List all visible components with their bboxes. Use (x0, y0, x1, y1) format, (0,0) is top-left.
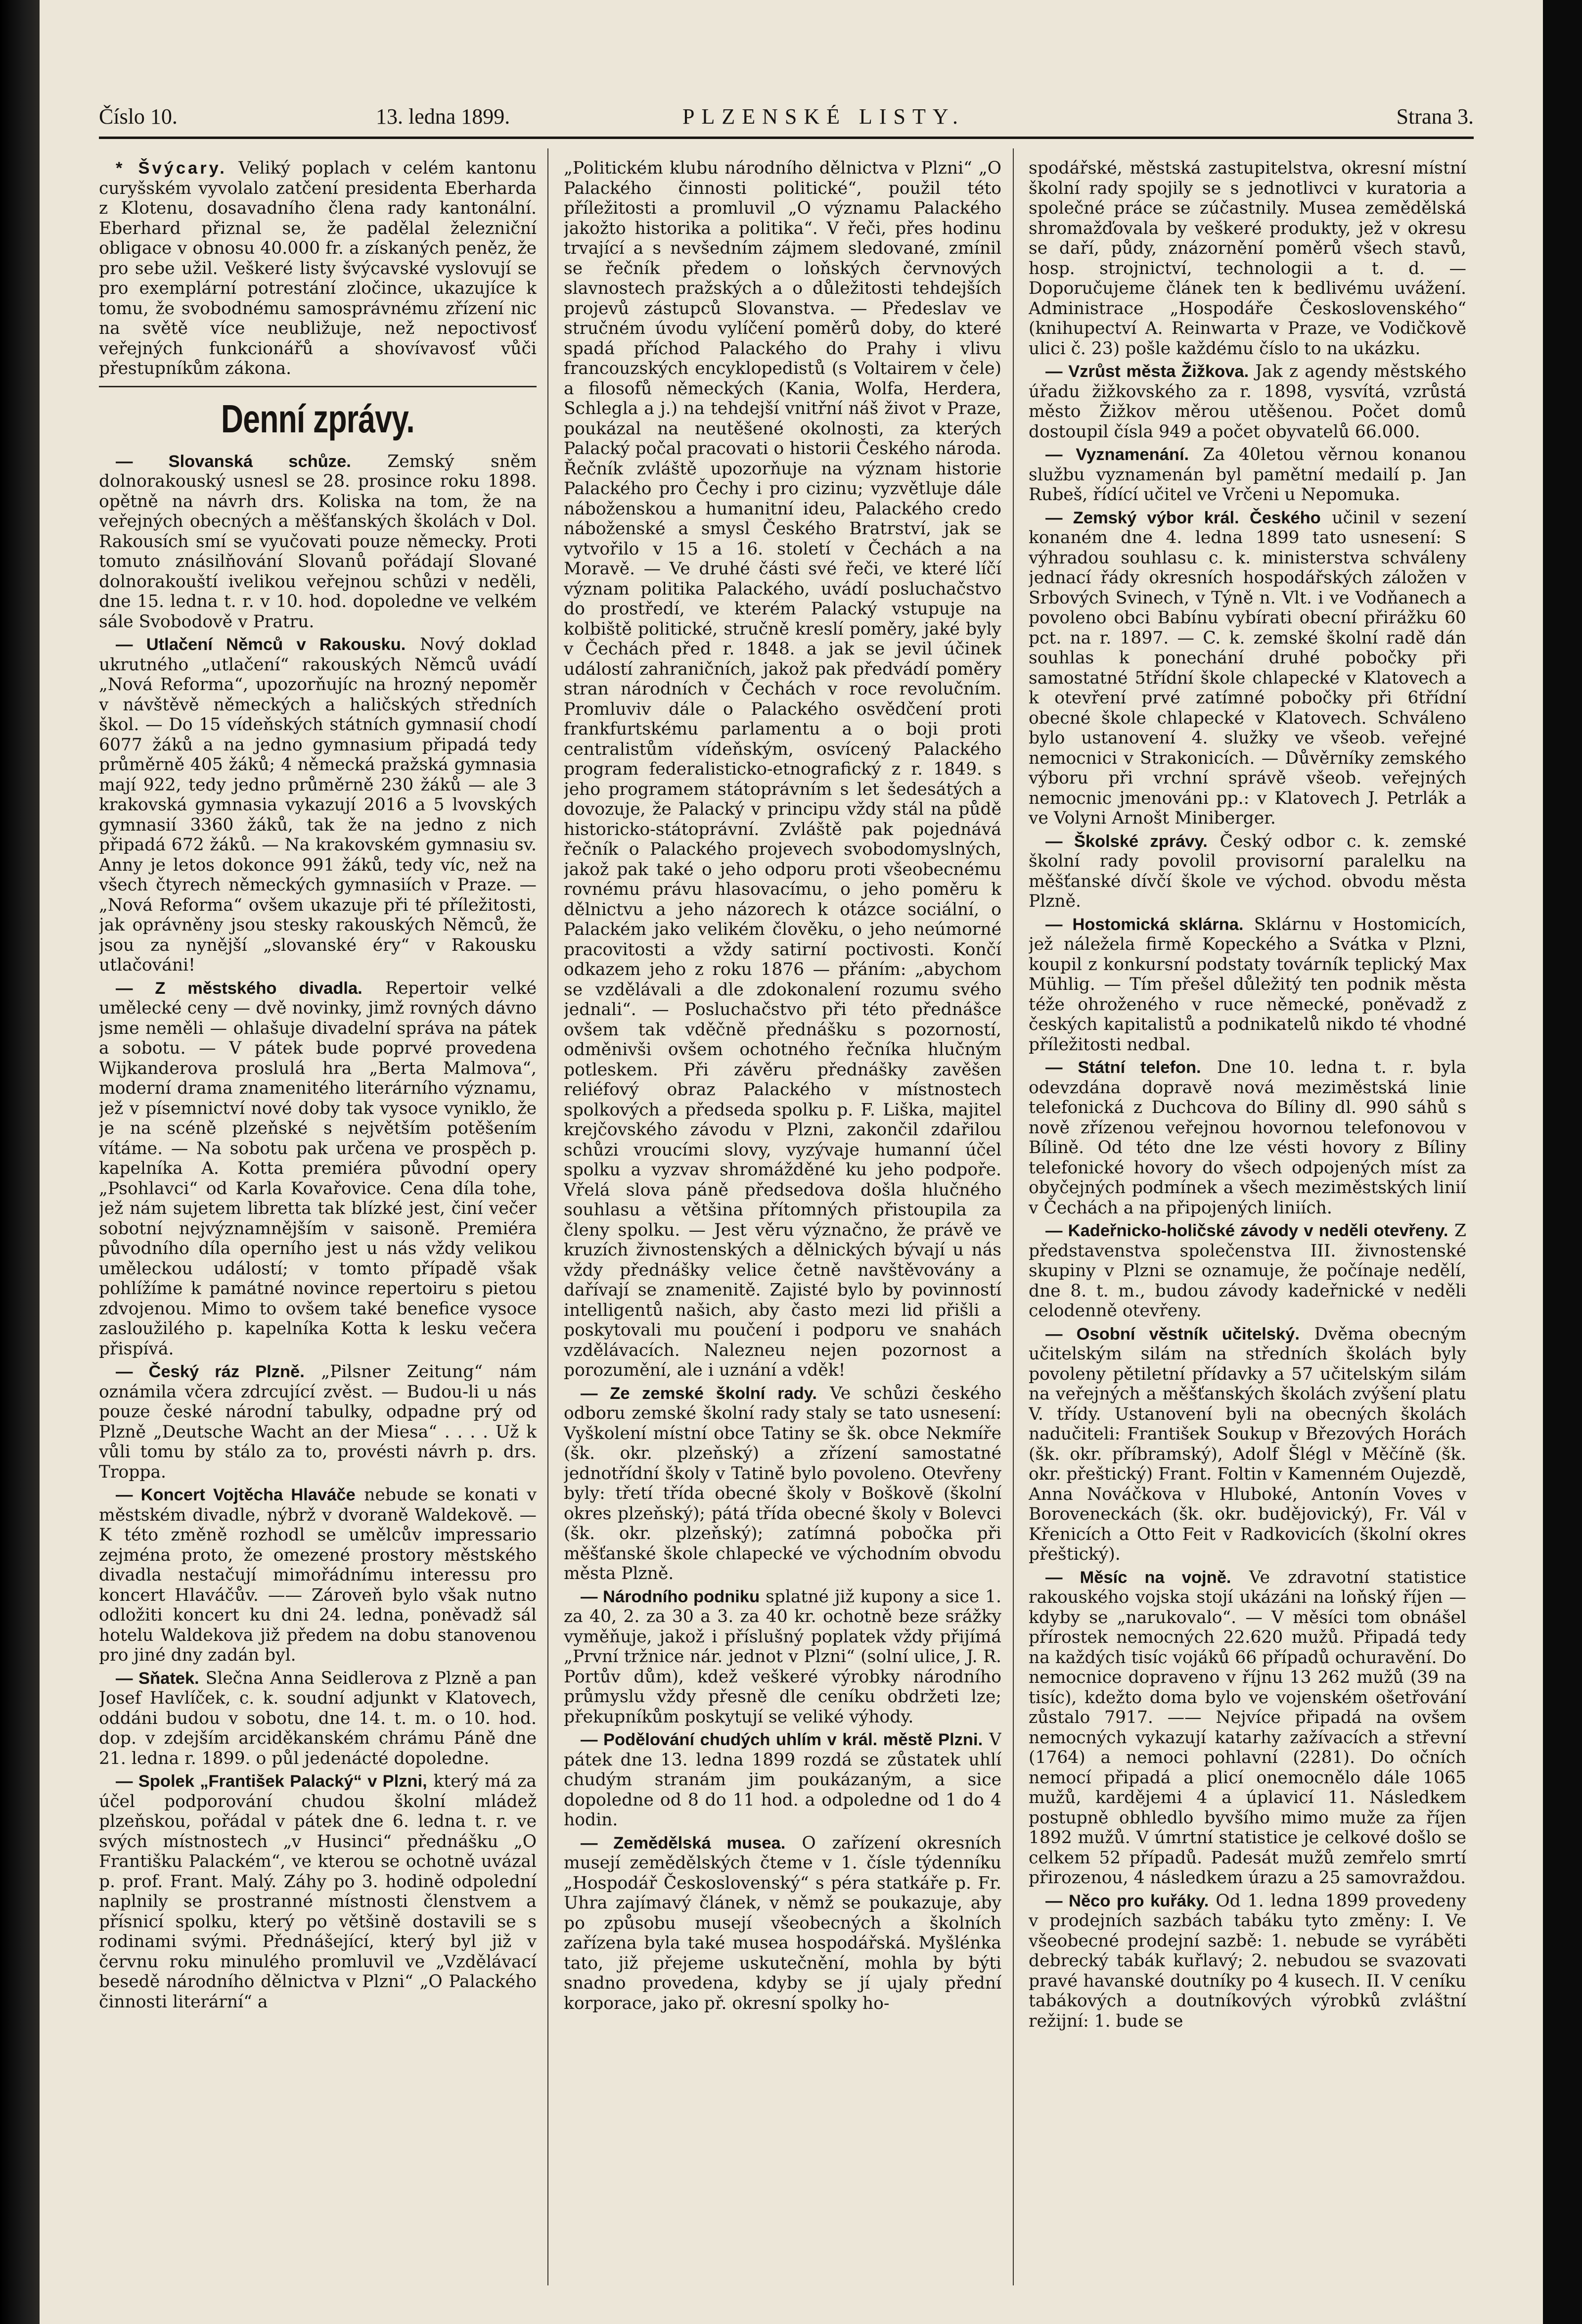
article-continuation: spodářské, městská zastupitelstva, okresní místní školní rady spojily se s jednotlivci v kuratoria a společné práce se zúčastnily. Musea zemědělská shromažďovala by veškeré produkty, jež v okresu se daří, půdy, znázornění poměrů všech stavů, hosp. strojnictví, technologii a t. d. — Doporučujeme článek ten k bedlivému uvážení. Administrace „Hospodáře Československého“ (knihupectví A. Reinwarta v Praze, ve Vodičkově ulici č. 23) pošle každému číslo to na ukázku. (1029, 158, 1466, 359)
article-title: — Vyznamenání. (1045, 445, 1189, 464)
article-text: Ve schůzi českého odboru zemské školní rady staly se tato usnesení: Vyškolení místní obce Tatiny se šk. obce Nekmíře (šk. okr. plzeňský) a zřízení samostatné jednotřídní školy v Tatině bylo povoleno. Otevřeny byly: třetí třída obecné školy v Boškově (školní okres plzeňský); pátá třída obecné školy v Bolevci (šk. okr. plzeňský); zatímná pobočka při měšťanské škole chlapecké ve východním obvodu města Plzně. (564, 1383, 1001, 1583)
article-title: — Slovanská schůze. (116, 452, 351, 471)
article-hostomicka-sklarna (1029, 915, 1466, 1055)
article-text: O zařízení okresních musejí zemědělských čteme v 1. čísle týdenníku „Hospodář Československý“ s péra statkáře p. Fr. Uhra zajímavý článek, v němž se poukazuje, aby po způsobu musejí všeobecných a školních zařízena byla také musea hospodářská. Myšlénka tato, již přejeme uskutečnění, mohla by býti snadno provedena, kdyby se jí ujaly přední korporace, jako př. okresní spolky ho- (564, 1833, 1001, 2013)
article-title: — Český ráz Plzně. (116, 1362, 305, 1381)
article-title: — Spolek „František Palacký“ v Plzni, (116, 1772, 427, 1791)
article-text: Zemský sněm dolnorakouský usnesl se 28. prosince roku 1898. opětně na návrh drs. Koliska na tom, že na veřejných obecných a měšťanských školách v Dol. Rakousích smí se vyučovati pouze německy. Proti tomuto znásilňování Slovanů pořádají Slované dolnorakouští ivelikou veřejnou schůzi v neděli, dne 15. ledna t. r. v 10. hod. dopoledne ve velkém sále Svobodově v Pratru. (99, 451, 537, 632)
article-title: — Školské zprávy. (1045, 832, 1208, 851)
article-title: — Zemědělská musea. (581, 1833, 786, 1853)
article-title: — Národního podniku (581, 1587, 760, 1606)
article-title: — Státní telefon. (1045, 1058, 1201, 1077)
article-vestnik-ucitelsky (1029, 1324, 1466, 1565)
article-title: * Švýcary. (116, 159, 227, 178)
article-title: — Sňatek. (116, 1669, 199, 1688)
issue-number: Číslo 10. (99, 104, 178, 129)
issue-date: 13. ledna 1899. (376, 104, 510, 129)
article-text: Ve zdravotní statistice rakouského vojska stojí ukázáni na loňský říjen — kdyby se „narukovalo“. — V měsíci tom obnášel přírostek nemocných 22.620 mužů. Připadá tedy na každých tisíc vojáků 66 případů ochuravění. Do nemocnice dopraveno v říjnu 13 262 mužů (39 na tisíc), kdežto doma bylo ve vojenském ošetřování zůstalo 7917. —— Nejvíce připadá na ovšem nemocných vykazují katarhy zažívacích a střevní (1764) a nemoci pohlavní (2281). Do očních nemocí připadá a plicí onemocnělo dále 1065 mužů, kardějemi 4 a úplavicí 11. Následkem postupně obhledlo byvšího mimo muže za říjen 1892 mužů. V úmrtní statistice je celkové došlo se celkem 52 případů. Padesát mužů zemřelo smrtí přirozenou, 4 následkem úrazu a 25 samovraždou. (1029, 1567, 1466, 1888)
article-title: — Osobní věstník učitelský. (1045, 1324, 1300, 1344)
article-title: — Kadeřnicko-holičské závody v neděli otevřeny. (1045, 1221, 1448, 1240)
article-text: Jak z agendy městského úřadu žižkovského za r. 1898, vysvítá, vzrůstá město Žižkov měrou utěšenou. Počet domů dostoupil čísla 949 a počet obyvatelů 66.000. (1029, 362, 1466, 442)
article-snatek (99, 1669, 537, 1769)
column-1 (99, 148, 537, 2290)
article-utlaceni-nemcu (99, 635, 537, 976)
article-text: Český odbor c. k. zemské školní rady povolil provisorní paralelku na měšťanské dívčí škole ve východ. obvodu města Plzně. (1029, 831, 1466, 911)
column-divider (547, 148, 548, 2285)
article-text: Sklárnu v Hostomicích, jež náleželа firmě Kopeckého a Svátka v Plzni, koupil z konkursní podstaty továrník teplický Max Mühlig. — Tím přešel důležitý ten podnik města téže ohroženého v ruce německé, poněvadž z českých kapitalistů a podnikatelů nikdo té vhodné příležitosti nedbal. (1029, 914, 1466, 1055)
newspaper-page (40, 0, 1543, 2324)
article-text: Od 1. ledna 1899 provedeny v prodejních sazbách tabáku tyto změny: I. Ve všeobecné prodejní sazbě: 1. nebude se vyráběti debrecký tabák kuřlavý; 2. nebudou se svazovati pravé havanské doutníky po 4 kusech. II. V ceníku tabákových a doutníkových výrobků zvláštní režijní: 1. bude se (1029, 1891, 1466, 2031)
article-title: — Měsíc na vojně. (1045, 1568, 1231, 1587)
article-title: — Zemský výbor král. Českého (1045, 508, 1321, 527)
section-title: Denní zprávy. (221, 396, 414, 441)
article-neco-pro-kuraky (1029, 1891, 1466, 2032)
article-text: Repertoir velké umělecké ceny — dvě novinky, jimž rovných dávno jsme neměli — ohlašuje divadelní správa na pátek a sobotu. — V pátek bude poprvé provedena Wijkanderova proslulá hra „Berta Malmova“, moderní drama znamenitého literárního významu, jež v písemnictví nové doby tak vysoce vyniklo, že je na scéně plzeňské s největším potěšením vítáme. — Na sobotu pak určena ve prospěch p. kapelníka A. Kotta premiéra původní opery „Psohlavci“ od Karla Kovařovice. Cena díla tohe, jež nám sujetem libretta tak blízké jest, činí večer sobotní nejvýznamnějším v saisoně. Premiéra původního díla operního jest u nás vždy velikou uměleckou událostí; v tomto případě však pohlížíme k památné novince repertoiru s pietou zdvojenou. Mimo to ovšem také benefice vysoce zasloužilého p. kapelníka Kotta k lesku večera přispívá. (99, 978, 537, 1359)
article-title: — Hostomická sklárna. (1045, 915, 1244, 934)
article-koncert (99, 1485, 537, 1666)
article-title: — Podělování chudých uhlím v král. městě Plzni. (581, 1730, 983, 1749)
header-rule (99, 137, 1474, 139)
book-spine (0, 0, 40, 2324)
article-title: — Něco pro kuřáky. (1045, 1891, 1209, 1910)
article-svycary (99, 158, 537, 379)
article-text: V pátek dne 13. ledna 1899 rozdá se zůstatek uhlí chudým stranám jim poukázaným, a sice dopoledne od 8 do 11 hod. a odpoledne od 1 do 4 hodin. (564, 1730, 1001, 1830)
page-header (99, 99, 1474, 139)
article-narodni-podnik (564, 1587, 1001, 1727)
section-divider (99, 386, 537, 387)
article-text: učinil v sezení konaném dne 4. ledna 1899 tato usnesení: S výhradou souhlasu c. k. ministerstva schváleny jednací řády okresních hospodářských záložen v Srbových Svinech, v Týně n. Vlt. i ve Vodňanech a povoleno obci Babínu vybírati obecní přirážku 60 pct. na r. 1897. — C. k. zemské školní radě dán souhlas k ponechání druhé pobočky při samostatné 5třídní škole chlapecké v Klatovech a k otevření prvé zatímné pobočky při 6třídní obecné škole chlapecké v Klatovech. Schváleno bylo ustanovení 4. služky ve všeob. veřejné nemocnici v Strakonicích. — Důvěrníky zemského výboru při vrchní správě všeob. veřejných nemocnic jmenováni pp.: v Klatovech J. Petrlák a ve Volyni Arnošt Miniberger. (1029, 508, 1466, 828)
article-text: Dvěma obecným učitelským silám na středních školách byly povoleny pětiletní přídavky a 57 učitelským silám na veřejných a měšťanských školách zvýšení platu V. třídy. Ustanovení byli na obecných školách nadučiteli: František Soukup v Březových Horách (šk. okr. příbramský), Adolf Šlégl v Měčíně (šk. okr. přeštický) Frant. Foltin v Kamenném Oujezdě, Anna Nováčkova v Hluboké, Antonín Voves v Boroveneckách (šk. okr. budějovický), Fr. Vál v Křenicích a Otto Feit v Radkovicích (školní okres přeštický). (1029, 1324, 1466, 1564)
article-kadernicke-zavody (1029, 1221, 1466, 1321)
article-statni-telefon (1029, 1058, 1466, 1218)
article-spolek-palacky (99, 1771, 537, 2012)
article-title: — Utlačení Němců v Rakousku. (116, 635, 406, 654)
article-title: — Ze zemské školní rady. (581, 1384, 817, 1403)
article-title: — Vzrůst města Žižkova. (1045, 362, 1249, 381)
article-vzrust-zizkova (1029, 362, 1466, 442)
article-zemsky-vybor (1029, 508, 1466, 829)
article-podelovani-uhlim (564, 1730, 1001, 1830)
article-skolske-zpravy (1029, 832, 1466, 912)
article-text: Veliký poplach v celém kantonu curyšském vyvolalo zatčení presidenta Eberharda z Klotenu, dosavadního člena rady kantonální. Eberhard přiznal se, že padělal železniční obligace v obnosu 40.000 fr. a získaných peněz, že pro sebe užil. Veškeré listy švýcavské vyslovují se pro exemplární potrestání zločince, ukazujíce k tomu, že svobodnému samosprávnému zřízení nic na světě více neubližuje, než nepoctivosť veřejných funkcionářů a shovívavosť vůči přestupníkům zákona. (99, 158, 537, 378)
article-zemska-skolni-rada (564, 1384, 1001, 1584)
article-text: Dne 10. ledna t. r. byla odevzdána dopravě nová meziměstská linie telefonická z Duchcova do Bíliny dl. 990 sáhů s nově zřízenou veřejnou hovornou telefonovou v Bílině. Od této dne lze vésti hovory z Bíliny telefonické hovory do všech odpojených míst za obyčejných podmínek a všech meziměstských linií v Čechách a na připojených liniích. (1029, 1058, 1466, 1218)
article-zemedelska-musea (564, 1833, 1001, 2014)
column-divider (1013, 148, 1014, 2285)
article-text: který má za účel podporování chudou školní mládež plzeňskou, pořádal v pátek dne 6. ledna t. r. ve svých místnostech „v Husinci“ přednášku „O Františku Palackém“, ve kterou se ochotně uvázal p. prof. Frant. Malý. Záhy po 3. hodině odpolední naplnily se prostranné místnosti členstvem a přísnicí spolku, který po většině dostavili se s rodinami svými. Přednášející, který byl již v červnu roku minulého promluvil ve „Vzdělávací besedě národního dělnictva v Plzni“ „O Palackého činnosti literární“ a (99, 1771, 537, 2012)
article-title: — Z městského divadla. (116, 978, 362, 998)
article-text: Slečna Anna Seidlerova z Plzně a pan Josef Havlíček, c. k. soudní adjunkt v Klatovech, oddáni budou v sobotu, dne 14. t. m. o 10. hod. dop. v zdejším arciděkanském chrámu Páně dne 21. ledna r. 1899. o půl jedenácté dopoledne. (99, 1668, 537, 1768)
article-text: Z představenstva společenstva III. živnostenské skupiny v Plzni se oznamuje, že počínaje nedělí, dne 8. t. m., budou závody kadeřnické v neděli celodenně otevřeny. (1029, 1221, 1466, 1321)
article-mesic-na-vojne (1029, 1568, 1466, 1888)
column-3 (1029, 148, 1466, 2290)
article-text: splatné již kupony a sice 1. za 40, 2. za 30 a 3. za 40 kr. ochotně beze srážky vyměňuje, jakož i příslušný poplatek vždy přijímá „První tržnice nár. jednot v Plzni“ (solní ulice, J. R. Portův dům), kdež veškeré výrobky národního průmyslu vždy přesně dle ceníku obdržeti lze; překupníkům poskytují se veliké výhody. (564, 1586, 1001, 1727)
article-title: — Koncert Vojtěcha Hlaváče (116, 1486, 356, 1504)
article-text: Nový doklad ukrutného „utlačení“ rakouských Němců uvádí „Nová Reforma“, upozorňujíc na hrozný nepoměr v návštěvě německých a haličských středních škol. — Do 15 vídeňských státních gymnasií chodí 6077 žáků a na jedno gymnasium připadá tedy průměrně 405 žáků; 4 německá pražská gymnasia mají 922, tedy jedno průměrně 230 žáků — ale 3 krakovská gymnasia vykazují 2016 a 5 lvovských gymnasií 3360 žáků, tak že na jedno z nich připadá 672 žáků. — Na krakovském gymnasiu sv. Anny je letos dokonce 991 žáků, tedy víc, než na všech čtyrech německých gymnasiích v Praze. — „Nová Reforma“ ovšem ukazuje při té příležitosti, jak oprávněny jsou stesky rakouských Němců, že jsou za nynější „slovanské éry“ v Rakousku utlačováni! (99, 635, 537, 975)
page-number: Strana 3. (1396, 104, 1474, 129)
article-continuation: „Politickém klubu národního dělnictva v Plzni“ „O Palackého činnosti politické“, použil této příležitosti a promluvil „O významu Palackého jakožto historika a politika“. V řeči, přes hodinu trvající a s nevšedním zájmem sledované, zmínil se řečník předem o loňských červnových slavnostech pražských a o důležitosti tehdejších projevů zástupců Slovanstva. — Předeslav ve stručném úvodu vylíčení poměrů doby, do které spadá příchod Palackého do Prahy i vlivu francouzských encyklopedistů (s Voltairem v čele) a filosofů německých (Kania, Wolfa, Herdera, Schlegla a j.) na tehdejší vnitřní náš život v Praze, poukázal na neutěšené okolnosti, za kterých Palacký počal pracovati o historii Českého národa. Řečník zvláště upozorňuje na význam historie Palackého pro Čechy i pro cizinu; vyzvětluje dále náboženskou a humanitní ideu, Palackého credo náboženské a smysl Českého Bratrství, jak se vytvořilo v 15 a 16. století v Čechách a na Moravě. — Ve druhé části své řeči, ve které líčí význam politika Palackého, uvádí posluchačstvo do prostředí, ve kterém Palacký vstupuje na kolbiště politické, stručně kreslí poměry, jaké byly v Čechách před r. 1848. a jak se jevil účinek událostí zahraničních, jakož pak předvádí poměry stran národních v Čechách v roce revolučním. Promluviv dále o Palackého osvědčení proti frankfurtskému parlamentu a o boji proti centralistům vídeňským, osvícený Palackého program federalisticko-etnografický z r. 1849. s jeho programem státoprávním s let šedesátých a dovozuje, že Palacký v principu vždy stál na půdě historicko-státoprávní. Zvláště pak pojednává řečník o Palackého projevech svobodomyslných, jakož pak také o jeho odporu proti všeobecnému rovnému právu hlasovacímu, o jeho poměru k dělnictvu a jeho názorech k otázce sociální, o Palackém jako velikém člověku, o jeho neúmorné pracovitosti a vždy satirní poctivosti. Končí odkazem jeho z roku 1876 — přáním: „abychom se vzdělávali a dle zdokonalení rozumu svého jednali“. — Posluchačstvo při této přednášce ovšem tak vděčně přednášku s pozorností, odměnivši ovšem ochotného řečníka hlučným potleskem. Při závěru přednášky zavěšen reliéfový obraz Palackého v místnostech spolkových a předseda spolku p. F. Liška, majitel krejčovského závodu v Plzni, zakončil zdařilou schůzi vroucími slovy, vyzývaje humanní účel spolku a vyzvav shromážděné ku jeho podpoře. Vřelá slova páně předsedova došla hlučného souhlasu a většina přítomných přistoupila za členy spolku. — Jest věru význačno, že právě ve kruzích živnostenských a dělnických bývají u nás vždy přednášky velice četně navštěvovány a dařívají se znamenitě. Zajisté bylo by povinností intelligentů našich, aby často mezi lid přišli a poskytovali mu poučení i podporu ve snahách vzdělávacích. Nalezneu nejen pozornost a porozumění, ale i uznání a vděk! (564, 158, 1001, 1380)
article-cesky-raz (99, 1362, 537, 1482)
article-vyznamenani (1029, 445, 1466, 505)
article-text: nebude se konati v městském divadle, nýbrž v dvoraně Waldekově. — K této změně rozhodl se umělcův impressario zejména proto, že omezené prostory městského divadla nestačují mimořádnímu interessu pro koncert Hlaváčův. —— Zároveň bylo však nutno odložiti koncert ku dni 24. ledna, poněvadž sál hotelu Waldekova již předem na dobu stanovenou pro jiné dny zadán byl. (99, 1485, 537, 1665)
article-text: „Pilsner Zeitung“ nám oznámila včera zdrcující zvěst. — Budou-li u nás pouze české národní tabulky, odpadne prý od Plzně „Deutsche Wacht an der Miesa“ . . . . Už k vůli tomu by stálo za to, provésti návrh p. drs. Troppa. (99, 1362, 537, 1482)
newspaper-title: PLZENSKÉ LISTY. (682, 104, 965, 129)
column-2 (564, 148, 1001, 2290)
article-text: Za 40letou věrnou konanou službu vyznamenán byl pamětní medailí p. Jan Rubeš, řídící učitel ve Vrčeni u Nepomuka. (1029, 445, 1466, 505)
article-mestske-divadlo (99, 978, 537, 1359)
article-slovanska-schuze (99, 452, 537, 632)
